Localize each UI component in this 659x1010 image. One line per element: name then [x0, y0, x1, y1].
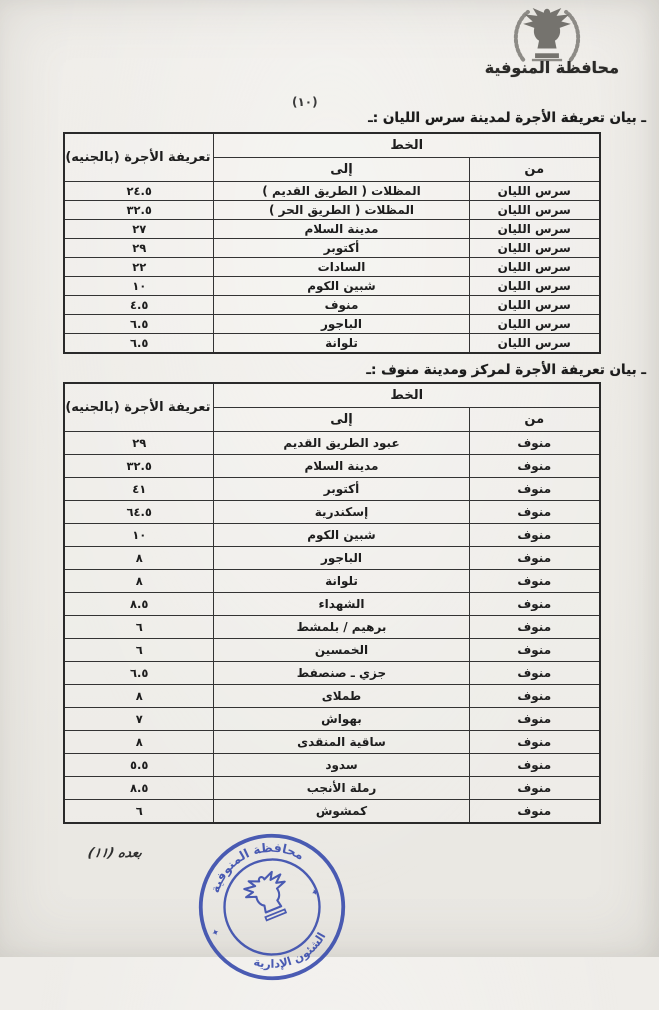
- table-row: [64, 334, 600, 354]
- table-row: [64, 731, 600, 754]
- cell-to: مدينة السلام: [214, 455, 469, 478]
- table-row: [64, 455, 600, 478]
- governorate-name: محافظة المنوفية: [484, 58, 619, 77]
- table-row: [64, 277, 600, 296]
- section-title-menouf: ـ بيان تعريفة الأجرة لمركز ومدينة منوف :ـ: [366, 362, 646, 378]
- cell-fare: ٣٢.٥: [64, 201, 214, 220]
- cell-fare: ٣٢.٥: [64, 455, 214, 478]
- stamp-ring-text-bottom: الشئون الإدارية: [252, 929, 329, 971]
- official-stamp: [173, 808, 371, 1006]
- cell-to: أكتوبر: [214, 478, 469, 501]
- cell-from: منوف: [469, 777, 600, 800]
- cell-to: تلوانة: [214, 334, 469, 354]
- cell-fare: ٦: [64, 800, 214, 824]
- cell-from: سرس الليان: [469, 182, 600, 201]
- table-row: [64, 570, 600, 593]
- republic-eagle-emblem-icon: [497, 4, 597, 66]
- cell-from: سرس الليان: [469, 315, 600, 334]
- column-header-line: الخط: [214, 383, 600, 408]
- table-row: [64, 315, 600, 334]
- cell-to: إسكندرية: [214, 501, 469, 524]
- cell-from: سرس الليان: [469, 296, 600, 315]
- table-row: [64, 547, 600, 570]
- column-header-from: من: [469, 408, 600, 432]
- table-header-row: [64, 133, 600, 158]
- cell-fare: ٤١: [64, 478, 214, 501]
- stamp-ring-text-top: محافظة المنوفية: [207, 840, 307, 895]
- column-header-fare: تعريفة الأجرة (بالجنيه): [64, 383, 214, 432]
- cell-fare: ٦٤.٥: [64, 501, 214, 524]
- cell-fare: ٨: [64, 731, 214, 754]
- cell-to: الباجور: [214, 315, 469, 334]
- cell-to: المظلات ( الطريق القديم ): [214, 182, 469, 201]
- cell-fare: ٨: [64, 547, 214, 570]
- cell-fare: ٢٩: [64, 239, 214, 258]
- cell-from: منوف: [469, 662, 600, 685]
- column-header-line: الخط: [214, 133, 600, 158]
- cell-from: منوف: [469, 501, 600, 524]
- cell-from: منوف: [469, 708, 600, 731]
- cell-from: سرس الليان: [469, 277, 600, 296]
- table-row: [64, 616, 600, 639]
- cell-from: منوف: [469, 593, 600, 616]
- column-header-to: إلى: [214, 158, 469, 182]
- cell-fare: ٧: [64, 708, 214, 731]
- official-round-stamp-icon: [173, 808, 371, 1006]
- cell-from: سرس الليان: [469, 239, 600, 258]
- fare-table-sers-elyan: [63, 132, 601, 354]
- table-row: [64, 478, 600, 501]
- cell-fare: ٦: [64, 616, 214, 639]
- table-row: [64, 201, 600, 220]
- cell-fare: ٨: [64, 685, 214, 708]
- cell-fare: ٢٧: [64, 220, 214, 239]
- cell-from: منوف: [469, 800, 600, 824]
- cell-from: منوف: [469, 616, 600, 639]
- table-row: [64, 639, 600, 662]
- stamp-star-right: ✦: [309, 886, 322, 900]
- table-row: [64, 296, 600, 315]
- cell-fare: ٨.٥: [64, 593, 214, 616]
- cell-to: الشهداء: [214, 593, 469, 616]
- cell-from: سرس الليان: [469, 258, 600, 277]
- table-row: [64, 182, 600, 201]
- table-row: [64, 662, 600, 685]
- cell-fare: ١٠: [64, 277, 214, 296]
- cell-from: منوف: [469, 524, 600, 547]
- stamp-eagle-icon: [241, 869, 296, 924]
- cell-to: مدينة السلام: [214, 220, 469, 239]
- cell-to: شبين الكوم: [214, 277, 469, 296]
- cell-to: طملاى: [214, 685, 469, 708]
- table-header-row: [64, 383, 600, 408]
- cell-from: منوف: [469, 731, 600, 754]
- table-row: [64, 708, 600, 731]
- fare-table-menouf: [63, 382, 601, 824]
- cell-to: رملة الأنجب: [214, 777, 469, 800]
- page-number: (١٠): [292, 95, 318, 109]
- cell-fare: ٥.٥: [64, 754, 214, 777]
- cell-from: منوف: [469, 547, 600, 570]
- cell-to: بهواش: [214, 708, 469, 731]
- table-row: [64, 258, 600, 277]
- cell-fare: ١٠: [64, 524, 214, 547]
- cell-from: منوف: [469, 685, 600, 708]
- cell-fare: ٨: [64, 570, 214, 593]
- cell-to: جزي ـ صنصفط: [214, 662, 469, 685]
- cell-to: تلوانة: [214, 570, 469, 593]
- cell-from: منوف: [469, 478, 600, 501]
- stamp-star-left: ✦: [210, 926, 222, 940]
- cell-to: برهيم / بلمشط: [214, 616, 469, 639]
- table-row: [64, 777, 600, 800]
- cell-to: ساقية المنقدى: [214, 731, 469, 754]
- table-row: [64, 754, 600, 777]
- section-title-sers-elyan: ـ بيان تعريفة الأجرة لمدينة سرس الليان :ـ: [368, 110, 646, 126]
- cell-to: شبين الكوم: [214, 524, 469, 547]
- cell-fare: ٤.٥: [64, 296, 214, 315]
- table-row: [64, 432, 600, 455]
- cell-from: منوف: [469, 639, 600, 662]
- cell-from: منوف: [469, 570, 600, 593]
- cell-fare: ٢٩: [64, 432, 214, 455]
- cell-fare: ٢٤.٥: [64, 182, 214, 201]
- column-header-from: من: [469, 158, 600, 182]
- cell-fare: ٦.٥: [64, 315, 214, 334]
- cell-from: منوف: [469, 455, 600, 478]
- cell-fare: ٢٢: [64, 258, 214, 277]
- cell-fare: ٦.٥: [64, 334, 214, 354]
- cell-to: الخمسين: [214, 639, 469, 662]
- governorate-emblem: [497, 4, 597, 66]
- column-header-fare: تعريفة الأجرة (بالجنيه): [64, 133, 214, 182]
- cell-to: كمشوش: [214, 800, 469, 824]
- table-row: [64, 685, 600, 708]
- cell-from: سرس الليان: [469, 334, 600, 354]
- cell-fare: ٦: [64, 639, 214, 662]
- table-row: [64, 524, 600, 547]
- cell-from: منوف: [469, 432, 600, 455]
- column-header-to: إلى: [214, 408, 469, 432]
- continuation-note: بعده (١١): [86, 846, 144, 861]
- table-row: [64, 800, 600, 824]
- cell-to: الباجور: [214, 547, 469, 570]
- table-row: [64, 220, 600, 239]
- cell-to: السادات: [214, 258, 469, 277]
- table-row: [64, 501, 600, 524]
- cell-from: منوف: [469, 754, 600, 777]
- cell-from: سرس الليان: [469, 201, 600, 220]
- cell-to: أكتوبر: [214, 239, 469, 258]
- cell-from: سرس الليان: [469, 220, 600, 239]
- cell-to: سدود: [214, 754, 469, 777]
- cell-to: المظلات ( الطريق الحر ): [214, 201, 469, 220]
- cell-to: منوف: [214, 296, 469, 315]
- cell-to: عبود الطريق القديم: [214, 432, 469, 455]
- table-row: [64, 239, 600, 258]
- cell-fare: ٦.٥: [64, 662, 214, 685]
- cell-fare: ٨.٥: [64, 777, 214, 800]
- table-row: [64, 593, 600, 616]
